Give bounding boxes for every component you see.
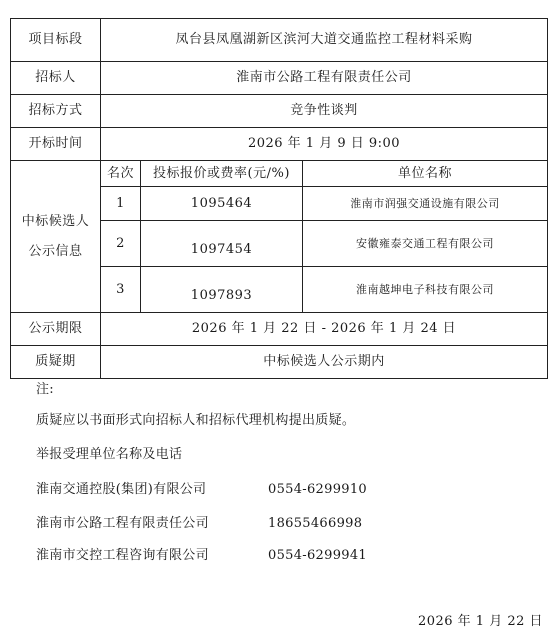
contact-phone: 18655466998	[268, 516, 363, 531]
project-label: 项目标段	[11, 19, 101, 62]
contact-name: 淮南交通控股(集团)有限公司	[36, 482, 207, 497]
candidates-label-line2: 公示信息	[28, 243, 83, 259]
method-value: 竞争性谈判	[101, 95, 548, 128]
query-value: 中标候选人公示期内	[101, 346, 548, 379]
candidate-unit: 淮南越坤电子科技有限公司	[303, 267, 548, 313]
candidate-price: 1095464	[141, 187, 303, 221]
contact-phone: 0554-6299910	[268, 482, 367, 497]
tenderer-value: 淮南市公路工程有限责任公司	[101, 62, 548, 95]
contact-line	[36, 544, 367, 563]
candidate-price: 1097454	[141, 221, 303, 267]
row-period	[11, 313, 548, 346]
header-unit: 单位名称	[303, 161, 548, 187]
period-value: 2026 年 1 月 22 日 - 2026 年 1 月 24 日	[101, 313, 548, 346]
candidates-label-line1: 中标候选人	[21, 213, 90, 229]
candidate-unit: 淮南市润强交通设施有限公司	[303, 187, 548, 221]
period-label: 公示期限	[11, 313, 101, 346]
contact-name: 淮南市交控工程咨询有限公司	[36, 548, 209, 563]
header-price: 投标报价或费率(元/%)	[141, 161, 303, 187]
notes-text-complaint: 质疑应以书面形式向招标人和招标代理机构提出质疑。	[36, 413, 356, 428]
notes-text-report: 举报受理单位名称及电话	[36, 447, 183, 462]
bid-result-table	[10, 18, 548, 379]
row-opening	[11, 128, 548, 161]
candidate-price: 1097893	[141, 267, 303, 313]
opening-value: 2026 年 1 月 9 日 9:00	[101, 128, 548, 161]
method-label: 招标方式	[11, 95, 101, 128]
contact-name: 淮南市公路工程有限责任公司	[36, 516, 209, 531]
row-candidates-header	[11, 161, 548, 187]
candidate-rank: 1	[101, 187, 141, 221]
opening-label: 开标时间	[11, 128, 101, 161]
row-method	[11, 95, 548, 128]
contact-phone: 0554-6299941	[268, 548, 367, 563]
candidates-label	[11, 161, 101, 313]
project-value: 凤台县凤凰湖新区滨河大道交通监控工程材料采购	[101, 19, 548, 62]
contact-line	[36, 512, 362, 531]
query-label: 质疑期	[11, 346, 101, 379]
row-project	[11, 19, 548, 62]
header-rank: 名次	[101, 161, 141, 187]
notes-title: 注:	[36, 382, 54, 397]
contact-line	[36, 478, 367, 497]
candidate-unit: 安徽雍泰交通工程有限公司	[303, 221, 548, 267]
candidate-rank: 2	[101, 221, 141, 267]
row-tenderer	[11, 62, 548, 95]
document-date: 2026 年 1 月 22 日	[417, 614, 543, 629]
tenderer-label: 招标人	[11, 62, 101, 95]
row-query	[11, 346, 548, 379]
candidate-rank: 3	[101, 267, 141, 313]
